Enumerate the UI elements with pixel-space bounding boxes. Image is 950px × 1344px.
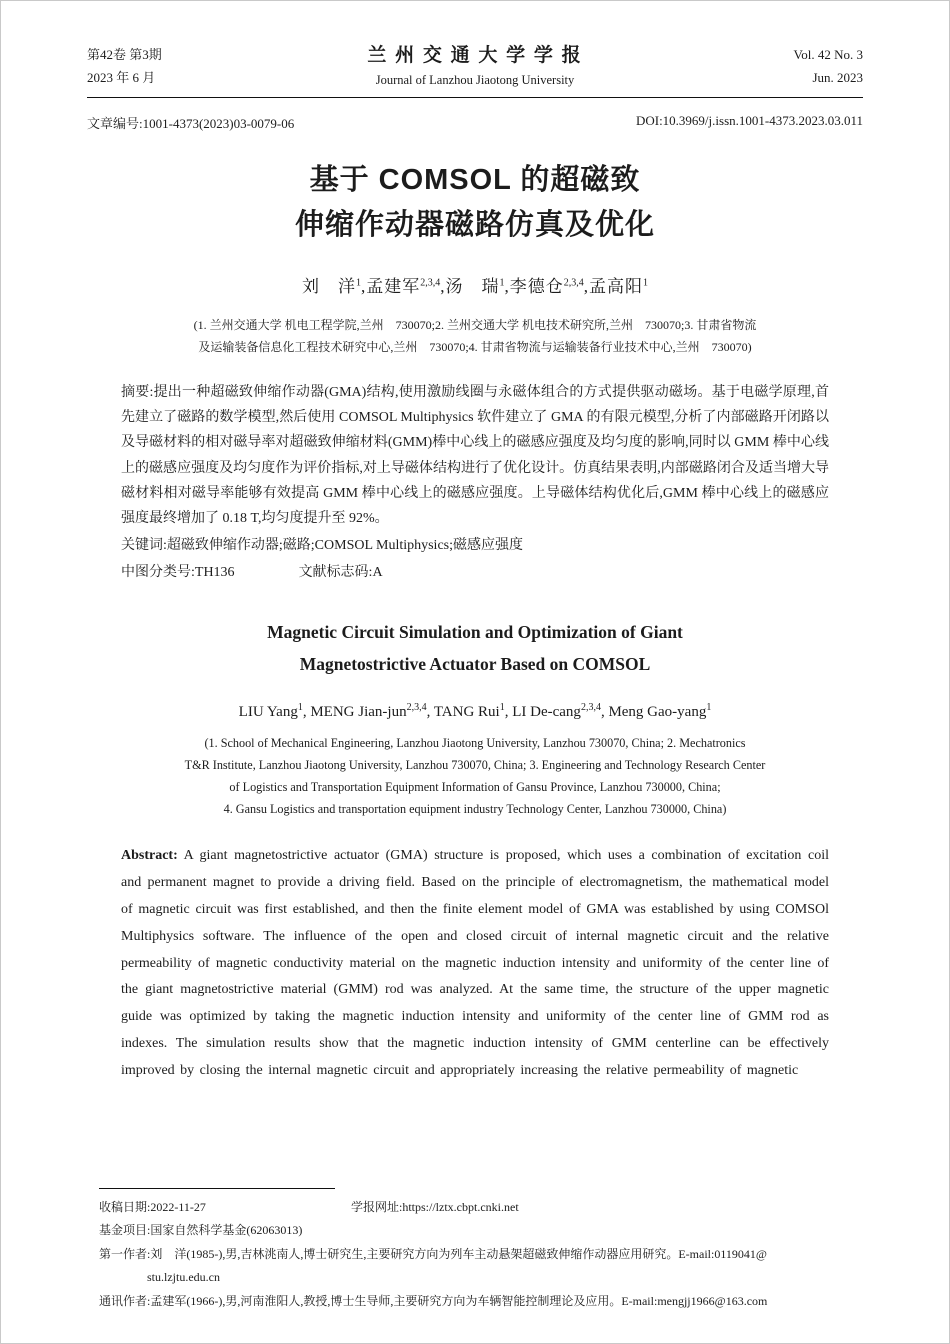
author-en [512,704,601,720]
author-en-affil-sup: 2,3,4 [406,702,427,714]
footnote-first-author: 第一作者:刘 洋(1985-),男,吉林洮南人,博士研究生,主要研究方向为列车主动悬架超磁致伸缩作动器应用研究。E-mail:0119041@ [99,1246,767,1261]
author-en-name: TANG Rui [433,704,500,721]
author-en [310,704,426,720]
abstract-en [87,843,863,1085]
author-en-name: LI De-cang [512,704,581,721]
author-en-affil-sup: 1 [297,702,303,714]
article-title-en [87,616,863,681]
author-cn [446,277,505,296]
affiliations-cn [87,314,863,358]
header-rule [87,97,863,98]
header-right-block [703,43,863,90]
affiliation-en-line: of Logistics and Transportation Equipment Information of Gansu Province, Lanzhou 730000, China; [229,780,721,795]
author-cn [510,277,584,296]
journal-name-en: Journal of Lanzhou Jiaotong University [375,72,575,87]
author-en [239,704,303,720]
footnote-first-author-continued: stu.lzjtu.edu.cn [147,1270,220,1285]
author-separator: , [302,704,311,721]
keywords-label: 关键词: [121,538,167,554]
author-cn-name: 孟高阳 [589,276,643,296]
author-separator: , [440,276,446,296]
classification-line [87,560,863,585]
article-title-cn [87,158,863,248]
footnote-fund: 基金项目:国家自然科学基金(62063013) [99,1223,303,1238]
author-separator: , [426,704,434,721]
meta-row [87,113,863,132]
volume-issue-en: Vol. 42 No. 3 [793,47,863,62]
abstract-en-label: Abstract: [121,848,178,864]
date-cn: 2023 年 6 月 [87,70,156,86]
abstract-cn-text: 提出一种超磁致伸缩作动器(GMA)结构,使用激励线圈与永磁体组合的方式提供驱动磁场。基于电磁学原理,首先建立了磁路的数学模型,然后使用 COMSOL Multiphysics 软件建立了 GMA 的有限元模型,分析了内部磁路开闭路以及导磁材料的相对磁导率对超磁致伸缩材料(GMM)棒中心线上的磁感应强度及均匀度的影响,同时以 GMM 棒中心线上的磁感应强度及均匀度作为评价指标,对上导磁体结构进行了优化设计。仿真结果表明,内部磁路闭合及适当增大导磁材料相对磁导率能够有效提高 GMM 棒中心线上的磁感应强度。上导磁体结构优化后,GMM 棒中心线上的磁感应强度最终增加了 0.18 T,均匀度提升至 92%。 [121,385,829,526]
article-title-cn-line2: 伸缩作动器磁路仿真及优化 [294,208,655,241]
footnote-row-received [99,1196,863,1219]
affiliation-en-line: T&R Institute, Lanzhou Jiaotong University, Lanzhou 730070, China; 3. Engineering and Technology Research Center [184,758,766,773]
author-cn-name: 李德仓 [509,276,564,296]
author-en-name: LIU Yang [238,704,298,721]
author-cn-affil-sup: 1 [356,277,361,288]
author-en-name: Meng Gao-yang [608,704,707,721]
author-en-name: MENG Jian-jun [310,704,407,721]
author-en-affil-sup: 2,3,4 [580,702,601,714]
author-cn-affil-sup: 1 [499,277,505,288]
author-en [434,704,505,720]
affiliation-cn-line: 及运输装备信息化工程技术研究中心,兰州 730070;4. 甘肃省物流与运输装备行业技术中心,兰州 730070) [198,339,752,354]
author-en-affil-sup: 1 [499,702,505,714]
authors-cn [87,272,863,297]
author-cn-name: 刘 洋 [302,276,356,296]
article-number: 文章编号:1001-4373(2023)03-0079-06 [87,115,295,131]
author-en-affil-sup: 1 [706,702,712,714]
author-en [608,704,711,720]
journal-name-cn: 兰 州 交 通 大 学 学 报 [367,45,583,67]
keywords-cn [87,533,863,558]
author-separator: , [504,704,513,721]
abstract-en-text: A giant magnetostrictive actuator (GMA) structure is proposed, which uses a combination of excitation coil and permanent magnet to provide a driving field. Based on the principle of electromagnetism, the mathematical model of magnetic circuit was first established, and then the finite element model of GMA was established by using COMSOl Multiphysics software. The influence of the open and closed circuit of internal magnetic circuit and the relative permeability of magnetic conductivity material on the magnetic induction intensity and uniformity of the center line of the giant magnetostrictive material (GMM) rod was analyzed. At the same time, the structure of the upper magnetic guide was optimized by taking the magnetic induction intensity and uniformity of the center line of GMM rod as indexes. The simulation results show that the magnetic induction intensity of GMM centerline can be effectively improved by closing the internal magnetic circuit and appropriately increasing the relative permeability of magnetic [121,848,829,1079]
author-cn-affil-sup: 2,3,4 [563,277,584,288]
volume-issue-cn: 第42卷 第3期 [87,47,162,62]
footnote-corresponding-author: 通讯作者:孟建军(1966-),男,河南淮阳人,教授,博士生导师,主要研究方向为车辆智能控制理论及应用。E-mail:mengjj1966@163.com [99,1293,768,1308]
journal-website: 学报网址:https://lztx.cbpt.cnki.net [351,1200,519,1215]
author-cn-name: 孟建军 [366,276,421,296]
affiliation-cn-line: (1. 兰州交通大学 机电工程学院,兰州 730070;2. 兰州交通大学 机电技术研究所,兰州 730070;3. 甘肃省物流 [193,317,757,332]
clc-label: 中图分类号: [121,565,195,581]
authors-en [87,702,863,721]
footnote-rule [99,1188,335,1189]
date-en: Jun. 2023 [812,70,863,86]
header-left-block [87,43,247,90]
author-separator: , [600,704,609,721]
keywords-text: 超磁致伸缩作动器;磁路;COMSOL Multiphysics;磁感应强度 [166,538,524,554]
article-title-en-line2: Magnetostrictive Actuator Based on COMSOL [299,653,651,674]
article-title-en-line1: Magnetic Circuit Simulation and Optimization of Giant [267,621,683,642]
abstract-cn [87,380,863,531]
author-cn [302,277,361,296]
author-cn [366,277,440,296]
affiliation-en-line: 4. Gansu Logistics and transportation equipment industry Technology Center, Lanzhou 730000, China) [223,802,727,817]
author-cn [589,277,648,296]
author-cn-affil-sup: 2,3,4 [420,277,441,288]
journal-name-block [247,43,703,90]
abstract-cn-label: 摘要: [121,385,154,401]
affiliation-en-line: (1. School of Mechanical Engineering, Lanzhou Jiaotong University, Lanzhou 730070, China; 2. Mechatronics [204,736,746,751]
author-cn-affil-sup: 1 [643,277,648,288]
journal-header [87,43,863,90]
article-title-cn-line1: 基于 COMSOL 的超磁致 [309,163,641,196]
author-cn-name: 汤 瑞 [445,276,500,296]
author-separator: , [361,276,367,296]
affiliations-en [87,733,863,821]
footnotes [87,1188,863,1313]
clc-value: TH136 [194,565,235,581]
doi: DOI:10.3969/j.issn.1001-4373.2023.03.011 [635,112,863,128]
doc-code-label: 文献标志码: [298,565,373,581]
received-date: 收稿日期:2022-11-27 [99,1200,206,1215]
doc-code-value: A [372,565,383,581]
author-separator: , [583,276,589,296]
author-separator: , [504,276,510,296]
